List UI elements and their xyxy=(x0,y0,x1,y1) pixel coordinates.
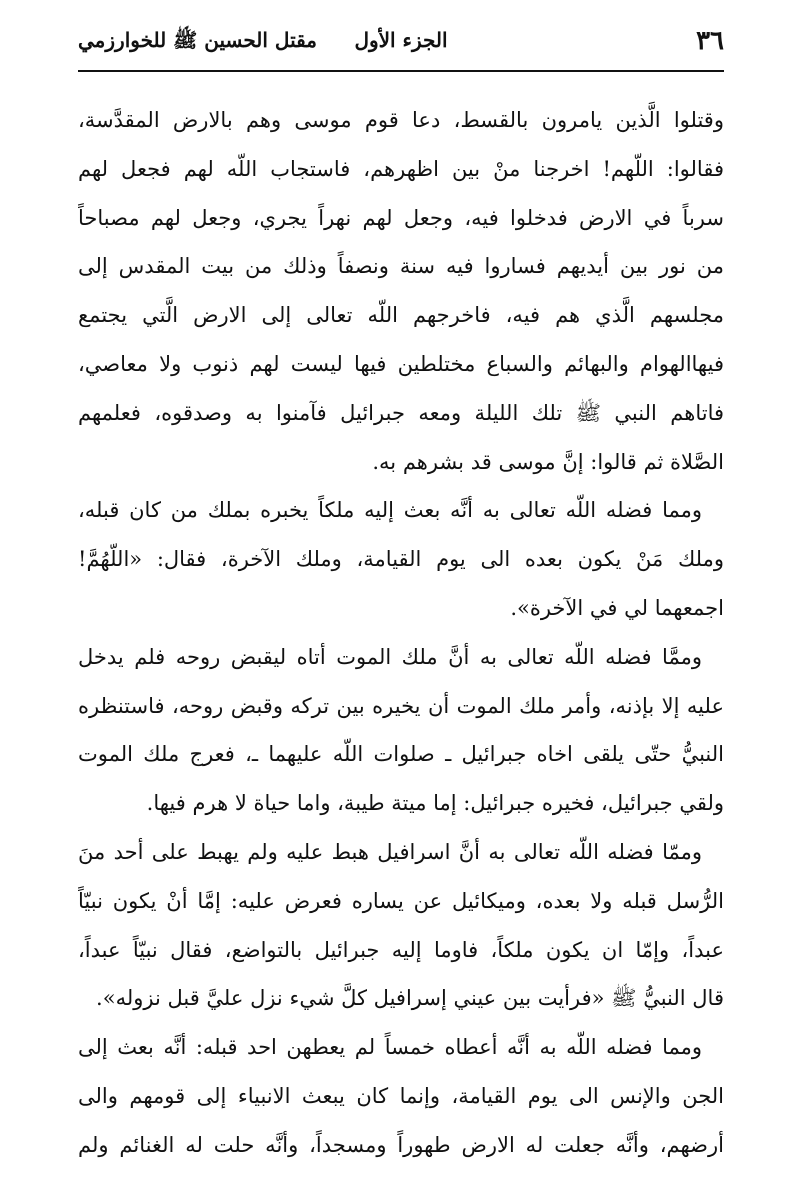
text-line: من نور بين أيديهم فساروا فيه سنة ونصفاً وذلك من بيت المقدس إلى xyxy=(78,254,724,279)
text-line: الصَّلاة ثم قالوا: إنَّ موسى قد بشرهم به. xyxy=(372,449,724,474)
text-line: فقالوا: اللّهم! اخرجنا منْ بين اظهرهم، فاستجاب اللّه لهم فجعل لهم xyxy=(78,156,724,181)
text-line: مجلسهم الَّذي هم فيه، فاخرجهم اللّه تعالى إلى الارض الَّتي يجتمع xyxy=(78,303,724,328)
volume-title: الجزء الأول xyxy=(354,28,448,52)
text-line: وملك مَنْ يكون بعده الى يوم القيامة، وملك الآخرة، فقال: «اللّهُمَّ! xyxy=(78,547,724,572)
book-title: مقتل الحسين ﷺ للخوارزمي xyxy=(78,28,317,52)
text-line: وممَّا فضله اللّه تعالى به أنَّ ملك الموت أتاه ليقبض روحه فلم يدخل xyxy=(78,644,702,669)
text-line: وممّا فضله اللّه تعالى به أنَّ اسرافيل هبط عليه ولم يهبط على أحد منَ xyxy=(78,839,702,864)
page-header xyxy=(78,22,724,64)
text-line: قال النبيُّ ﷺ «فرأيت بين عيني إسرافيل كلَّ شيء نزل عليَّ قبل نزوله». xyxy=(96,986,724,1011)
header-rule xyxy=(78,70,724,72)
page-number: ٣٦ xyxy=(696,26,724,56)
text-line: فاتاهم النبي ﷺ تلك الليلة ومعه جبرائيل فآمنوا به وصدقوه، فعلمهم xyxy=(78,400,724,425)
text-line: ومما فضله اللّه به أنَّه أعطاه خمساً لم يعطهن احد قبله: أنَّه بعث إلى xyxy=(78,1035,702,1060)
text-line: فيهاالهوام والبهائم والسباع مختلطين فيها ليست لهم ذنوب ولا معاصي، xyxy=(78,351,724,376)
text-line: الجن والإنس الى يوم القيامة، وإنما كان يبعث الانبياء إلى قومهم والى xyxy=(78,1083,724,1108)
text-line: اجمعهما لي في الآخرة». xyxy=(510,595,724,620)
text-line: النبيُّ حتّى يلقى اخاه جبرائيل ـ صلوات اللّه عليهما ـ، فعرج ملك الموت xyxy=(78,742,724,767)
text-line: أرضهم، وأنَّه جعلت له الارض طهوراً ومسجداً، وأنَّه حلت له الغنائم ولم xyxy=(78,1132,724,1157)
text-line: عليه إلا بإذنه، وأمر ملك الموت أن يخيره بين تركه وقبض روحه، فاستنظره xyxy=(78,693,724,718)
text-line: وقتلوا الَّذين يامرون بالقسط، دعا قوم موسى وهم بالارض المقدَّسة، xyxy=(78,108,724,132)
text-line: سرباً في الارض فدخلوا فيه، وجعل لهم نهراً يجري، وجعل لهم مصباحاً xyxy=(78,205,724,230)
text-line: عبداً، وإمّا ان يكون ملكاً، فاوما إليه جبرائيل بالتواضع، فقال نبيّاً عبداً، xyxy=(78,937,724,962)
text-line: ولقي جبرائيل، فخيره جبرائيل: إما ميتة طيبة، واما حياة لا هرم فيها. xyxy=(146,791,724,816)
text-line: الرُّسل قبله ولا بعده، وميكائيل عن يساره فعرض عليه: إمَّا أنْ يكون نبيّاً xyxy=(78,888,724,913)
page-body xyxy=(78,96,724,1170)
text-line: ومما فضله اللّه تعالى به أنَّه بعث إليه ملكاً يخبره بملك من كان قبله، xyxy=(78,498,702,523)
